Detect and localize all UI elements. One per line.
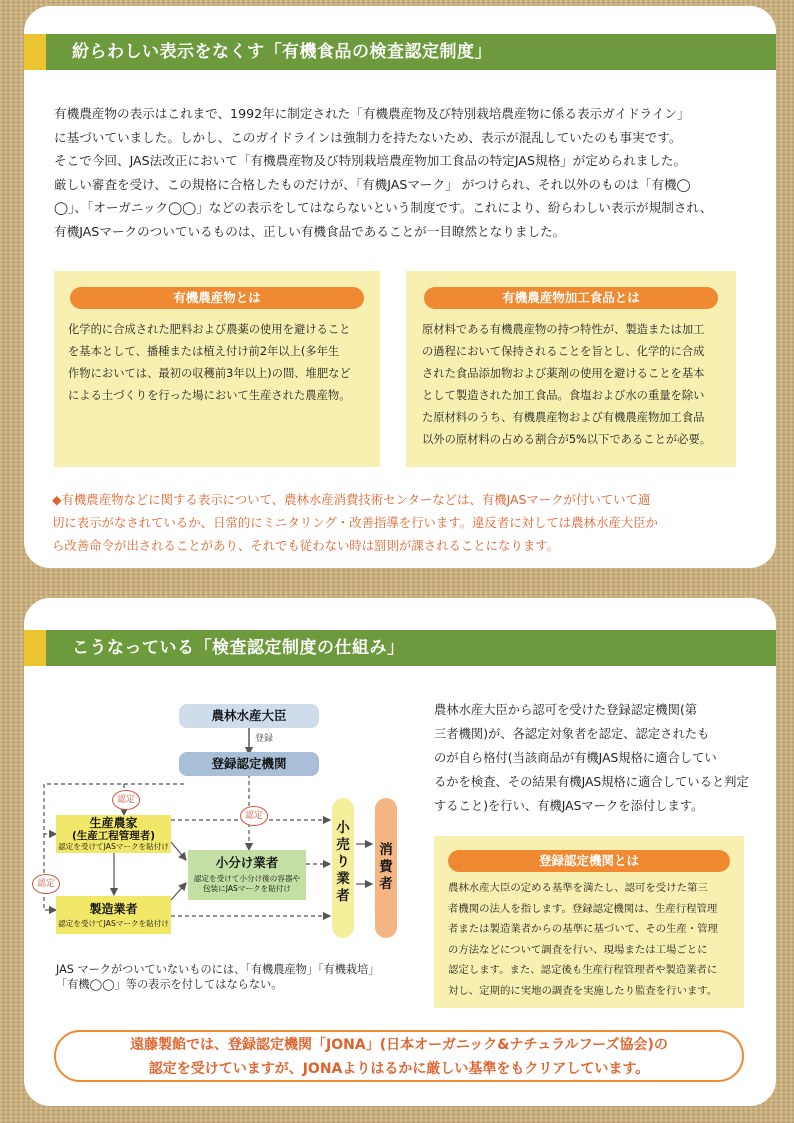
paragraph-line: ◯」、「オーガニック◯◯」などの表示をしてはならないという制度です。これにより、紛らわしい表示が規制され、 bbox=[54, 200, 713, 215]
paragraph-line: 有機JASマークのついているものは、正しい有機食品であることが一目瞭然となりました。 bbox=[54, 223, 566, 239]
box-line: 者または製造業者からの基準に基づいて、その生産・管理 bbox=[448, 923, 718, 935]
description-line: 三者機関)が、各認定対象者を認定、認定されたも bbox=[434, 727, 710, 741]
box-line: を基本として、播種または植え付け前2年以上(多年生 bbox=[68, 345, 340, 358]
organic-produce-heading: 有機農産物とは bbox=[70, 287, 364, 309]
cert-stamp-manufacturer: 認定 bbox=[32, 874, 60, 894]
retailer-column: 小 売 り 業 者 bbox=[332, 798, 354, 938]
paragraph-line: そこで今回、JAS法改正において「有機農産物及び特別栽培農産物加工食品の特定JAS規格」が定められました。 bbox=[54, 153, 687, 168]
farmer-label: 生産農家 bbox=[89, 816, 138, 830]
farmer-node bbox=[56, 815, 171, 853]
repacker-note: 包装にJASマークを貼付け bbox=[202, 884, 292, 893]
flow-farmer-repacker bbox=[171, 842, 186, 860]
organic-processed-heading: 有機農産物加工食品とは bbox=[424, 287, 718, 309]
paragraph-line: 有機農産物の表示はこれまで、1992年に制定された「有機農産物及び特別栽培農産物に係る表示ガイドライン」 bbox=[54, 106, 690, 121]
section-title-2: こうなっている「検査認定制度の仕組み」 bbox=[24, 630, 776, 666]
consumer-column: 消 費 者 bbox=[375, 798, 397, 938]
box-line: された食品添加物および薬剤の使用を避けることを基本 bbox=[422, 367, 705, 380]
box-line: として製造された加工食品。食塩および水の重量を除い bbox=[422, 389, 705, 402]
paragraph-line: に基づいていました。しかし、このガイドラインは強制力を持たないため、表示が混乱していたのも事実です。 bbox=[54, 129, 682, 145]
certifier-definition-box bbox=[434, 836, 744, 1008]
system-description bbox=[434, 698, 764, 818]
monitoring-notice bbox=[52, 488, 758, 557]
manufacturer-note: 認定を受けてJASマークを貼付け bbox=[58, 919, 169, 928]
box-line: 原材料である有機農産物の持つ特性が、製造または加工 bbox=[422, 323, 705, 336]
notice-line: ら改善命令が出されることがあり、それでも従わない時は罰則が課されることになります。 bbox=[52, 538, 560, 553]
description-line: 農林水産大臣から認可を受けた登録認定機関(第 bbox=[434, 703, 698, 717]
note-line: JAS マークがついていないものには、「有機農産物」「有機栽培」 bbox=[56, 963, 380, 976]
manufacturer-label: 製造業者 bbox=[89, 902, 138, 916]
section-panel-1 bbox=[24, 6, 776, 568]
description-line: すること)を行い、有機JASマークを添付します。 bbox=[434, 799, 704, 813]
company-statement bbox=[54, 1030, 744, 1082]
certifier-node: 登録認定機関 bbox=[179, 752, 319, 776]
statement-line: 遠藤製餡では、登録認定機関「JONA」(日本オーガニック&ナチュラルフーズ協会)の bbox=[130, 1037, 668, 1053]
repacker-note: 認定を受けて小分け後の容器や bbox=[193, 874, 301, 883]
box-line: 対し、定期的に実地の調査を実施したり監査を行います。 bbox=[448, 984, 718, 997]
description-line: のが自ら格付(当該商品が有機JAS規格に適合してい bbox=[434, 751, 717, 765]
diamond-icon: ◆ bbox=[52, 492, 62, 507]
box-line: 化学的に合成された肥料および農薬の使用を避けること bbox=[68, 323, 351, 336]
cert-stamp-farmer: 認定 bbox=[112, 790, 140, 810]
description-line: るかを検査、その結果有機JAS規格に適合していると判定 bbox=[434, 775, 749, 789]
box-line: 者機関の法人を指します。登録認定機関は、生産行程管理 bbox=[448, 902, 718, 915]
box-line: の方法などについて調査を行い、現場または工場ごとに bbox=[448, 943, 708, 956]
manufacturer-node bbox=[56, 896, 171, 934]
box-line: た原材料のうち、有機農産物および有機農産物加工食品 bbox=[422, 411, 705, 424]
box-line: 以外の原材料の占める割合が5%以下であることが必要。 bbox=[422, 433, 712, 446]
farmer-sub-label: (生産工程管理者) bbox=[71, 830, 156, 842]
box-line: 認定します。また、認定後も生産行程管理者や製造業者に bbox=[448, 964, 718, 976]
organic-processed-box bbox=[406, 271, 736, 467]
repacker-node bbox=[188, 850, 306, 900]
statement-line: 認定を受けていますが、JONAよりはるかに厳しい基準をもクリアしています。 bbox=[148, 1061, 650, 1077]
box-line: 作物においては、最初の収穫前3年以上)の間、堆肥など bbox=[68, 367, 351, 380]
minister-node: 農林水産大臣 bbox=[179, 704, 319, 728]
section-panel-2 bbox=[24, 598, 776, 1106]
notice-line: 切に表示がなされているか、日常的にミニタリング・改善指導を行います。違反者に対しては農林水産大臣か bbox=[52, 515, 658, 530]
certifier-definition-heading: 登録認定機関とは bbox=[448, 850, 730, 872]
intro-paragraph bbox=[54, 102, 774, 243]
box-line: の過程において保持されることを旨とし、化学的に合成 bbox=[422, 345, 705, 358]
flow-manufacturer-repacker bbox=[171, 883, 186, 900]
box-line: 農林水産大臣の定める基準を満たし、認可を受けた第三 bbox=[448, 882, 708, 894]
diagram-note bbox=[56, 962, 426, 992]
organic-produce-box bbox=[54, 271, 380, 467]
farmer-note: 認定を受けてJASマークを貼付け bbox=[58, 842, 169, 851]
note-line: 「有機◯◯」等の表示を付してはならない。 bbox=[56, 978, 283, 991]
repacker-label: 小分け業者 bbox=[215, 855, 279, 870]
notice-line: 有機農産物などに関する表示について、農林水産消費技術センターなどは、有機JASマークが付いていて適 bbox=[61, 492, 651, 507]
paragraph-line: 厳しい審査を受け、この規格に合格したものだけが、「有機JASマーク」 がつけられ、それ以外のものは「有機◯ bbox=[54, 176, 691, 192]
cert-arrow-manufacturer bbox=[44, 834, 56, 910]
section-title-1: 紛らわしい表示をなくす「有機食品の検査認定制度」 bbox=[24, 34, 776, 70]
register-label: 登録 bbox=[255, 734, 274, 744]
cert-stamp-repacker: 認定 bbox=[240, 806, 268, 826]
box-line: による土づくりを行った場において生産された農産物。 bbox=[68, 389, 351, 402]
